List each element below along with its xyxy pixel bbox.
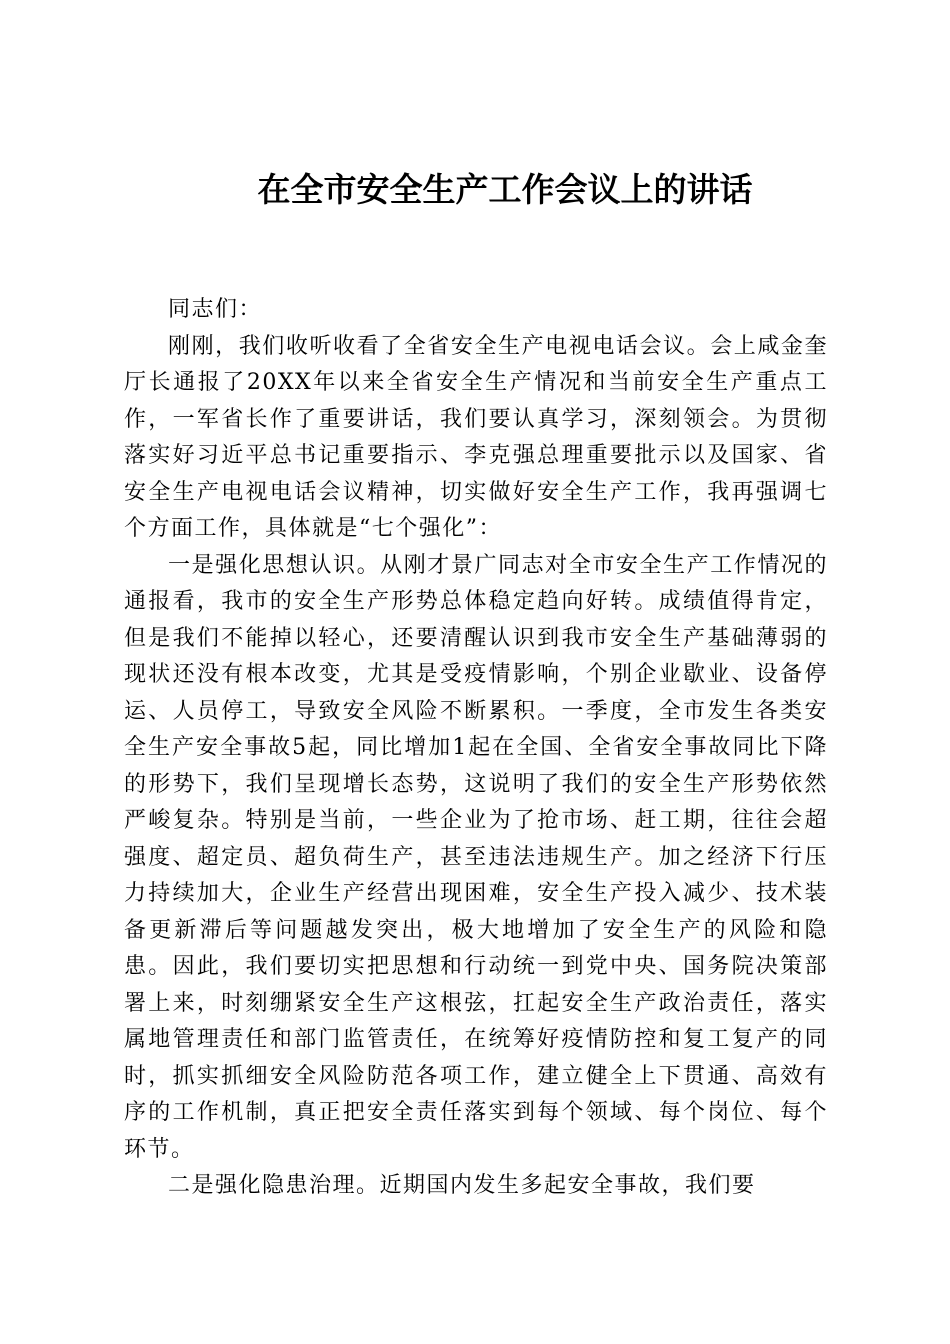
- paragraph-point-two: 二是强化隐患治理。近期国内发生多起安全事故，我们要: [168, 1173, 756, 1198]
- document-body: [124, 292, 828, 1205]
- paragraph-point-one: 一是强化思想认识。从刚才景广同志对全市安全生产工作情况的通报看，我市的安全生产形势总体稳定趋向好转。成绩值得肯定，但是我们不能掉以轻心，还要清醒认识到我市安全生产基础薄弱的现状还没有根本改变，尤其是受疫情影响，个别企业歇业、设备停运、人员停工，导致安全风险不断累积。一季度，全市发生各类安全生产安全事故5起，同比增加1起在全国、全省安全事故同比下降的形势下，我们呈现增长态势，这说明了我们的安全生产形势依然严峻复杂。特别是当前，一些企业为了抢市场、赶工期，往往会超强度、超定员、超负荷生产，甚至违法违规生产。加之经济下行压力持续加大，企业生产经营出现困难，安全生产投入减少、技术装备更新滞后等问题越发突出，极大地增加了安全生产的风险和隐患。因此，我们要切实把思想和行动统一到党中央、国务院决策部署上来，时刻绷紧安全生产这根弦，扛起安全生产政治责任，落实属地管理责任和部门监管责任，在统筹好疫情防控和复工复产的同时，抓实抓细安全风险防范各项工作，建立健全上下贯通、高效有序的工作机制，真正把安全责任落实到每个领域、每个岗位、每个环节。: [124, 552, 828, 1162]
- salutation: 同志们：: [168, 297, 263, 322]
- document-title: 在全市安全生产工作会议上的讲话: [257, 170, 753, 209]
- paragraph-intro: 刚刚，我们收听收看了全省安全生产电视电话会议。会上咸金奎厅长通报了20XX年以来全省安全生产情况和当前安全生产重点工作，一军省长作了重要讲话，我们要认真学习，深刻领会。为贯彻落实好习近平总书记重要指示、李克强总理重要批示以及国家、省安全生产电视电话会议精神，切实做好安全生产工作，我再强调七个方面工作，具体就是“七个强化”：: [124, 333, 828, 541]
